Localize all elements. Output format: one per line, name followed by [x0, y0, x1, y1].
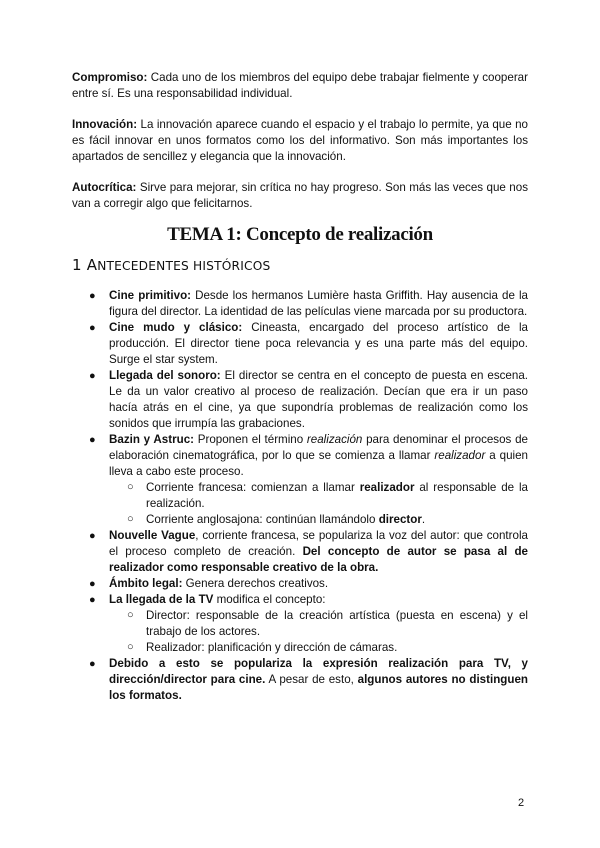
item-term: Bazin y Astruc:: [109, 433, 194, 446]
list-item: [72, 320, 528, 368]
paragraph-innovacion: [72, 117, 528, 165]
sub-item-text: Realizador: planificación y dirección de cámaras.: [146, 641, 398, 654]
list-item: [72, 592, 528, 656]
item-text: , corriente francesa, se populariza la voz del autor: que controla el proceso completo de creación.: [109, 529, 528, 558]
item-bold-text: Del concepto de autor se pasa al de realizador como responsable creativo de la obra.: [109, 545, 529, 574]
term-compromiso: Compromiso:: [72, 71, 148, 84]
item-term: Debido a esto se populariza la expresión realización para TV, y dirección/director para cine.: [109, 657, 528, 686]
item-text: El director se centra en el concepto de puesta en escena. Le da un valor creativo al proceso de realización. Decían que era ir un paso hacía atrás en el cine, ya que supondría problemas de realización como los sonidos que irrumpía las grabaciones.: [109, 369, 528, 430]
bullet-icon: ●: [89, 322, 96, 334]
list-item: [72, 656, 528, 704]
hollow-bullet-icon: ○: [127, 609, 134, 621]
sub-item-bold: director: [378, 513, 422, 526]
section-first-letter: A: [86, 256, 98, 274]
item-text: A pesar de esto,: [265, 673, 358, 686]
bullet-icon: ●: [89, 530, 96, 542]
hollow-bullet-icon: ○: [127, 481, 134, 493]
paragraph-autocritica: [72, 180, 528, 212]
section-heading: [72, 257, 528, 274]
bullet-icon: ●: [89, 578, 96, 590]
list-item: [72, 288, 528, 320]
sub-list: [109, 480, 528, 528]
document-page: [72, 70, 528, 704]
bullet-icon: ●: [89, 370, 96, 382]
item-text: Genera derechos creativos.: [182, 577, 329, 590]
page-number: 2: [518, 797, 525, 809]
term-autocritica: Autocrítica:: [72, 181, 137, 194]
history-list: [72, 288, 528, 704]
sub-item-text: Corriente anglosajona: continúan llamándolo: [146, 513, 379, 526]
item-text: Desde los hermanos Lumière hasta Griffith. Hay ausencia de la figura del director. La identidad de las películas viene marcada por su productora.: [109, 289, 528, 318]
sub-list-item: [109, 608, 528, 640]
list-item: [72, 528, 528, 576]
item-term: Nouvelle Vague: [109, 529, 196, 542]
sub-item-text: al responsable de la realización.: [146, 481, 528, 510]
bullet-icon: ●: [89, 434, 96, 446]
item-term: Cine primitivo:: [109, 289, 192, 302]
sub-list-item: [109, 640, 528, 656]
item-italic: realizador: [434, 449, 486, 462]
item-term: Cine mudo y clásico:: [109, 321, 243, 334]
term-innovacion: Innovación:: [72, 118, 138, 131]
bullet-icon: ●: [89, 290, 96, 302]
list-item: [72, 432, 528, 528]
sub-list-item: [109, 480, 528, 512]
sub-list: [109, 608, 528, 656]
item-text: modifica el concepto:: [213, 593, 326, 606]
item-text: para denominar el procesos de elaboración cinematográfica, por lo que se comienza a llamar: [109, 433, 528, 462]
item-italic: realización: [306, 433, 363, 446]
bullet-icon: ●: [89, 658, 96, 670]
chapter-title: TEMA 1: Concepto de realización: [167, 224, 433, 245]
item-term: Ámbito legal:: [109, 577, 183, 590]
sub-item-text: Director: responsable de la creación artística (puesta en escena) y el trabajo de los actores.: [146, 609, 528, 638]
list-item: [72, 368, 528, 432]
section-title-rest: NTECEDENTES HISTÓRICOS: [97, 259, 271, 273]
hollow-bullet-icon: ○: [127, 641, 134, 653]
item-term: La llegada de la TV: [109, 593, 214, 606]
section-number: 1: [72, 256, 82, 274]
item-bold-text: algunos autores no distinguen los formatos.: [109, 673, 528, 702]
sub-list-item: [109, 512, 528, 528]
item-term: Llegada del sonoro:: [109, 369, 221, 382]
sub-item-text: Corriente francesa: comienzan a llamar: [146, 481, 360, 494]
bullet-icon: ●: [89, 594, 96, 606]
paragraph-compromiso: [72, 70, 528, 102]
text-autocritica: Sirve para mejorar, sin crítica no hay progreso. Son más las veces que nos van a corregir algo que felicitarnos.: [72, 181, 528, 210]
text-compromiso: Cada uno de los miembros del equipo debe trabajar fielmente y cooperar entre sí. Es una responsabilidad individual.: [72, 71, 528, 100]
item-text: Cineasta, encargado del proceso artístico de la producción. El director tiene poca relevancia y es una parte más del equipo. Surge el star system.: [109, 321, 529, 366]
list-item: [72, 576, 528, 592]
text-innovacion: La innovación aparece cuando el espacio y el trabajo lo permite, ya que no es fácil innovar en unos formatos como los del informativo. Son más importantes los apartados de sencillez y elegancia que la innovación.: [72, 118, 528, 163]
item-text: a quien lleva a cabo este proceso.: [109, 449, 528, 478]
sub-item-text: .: [421, 513, 426, 526]
item-text: Proponen el término: [194, 433, 307, 446]
hollow-bullet-icon: ○: [127, 513, 134, 525]
sub-item-bold: realizador: [359, 481, 415, 494]
